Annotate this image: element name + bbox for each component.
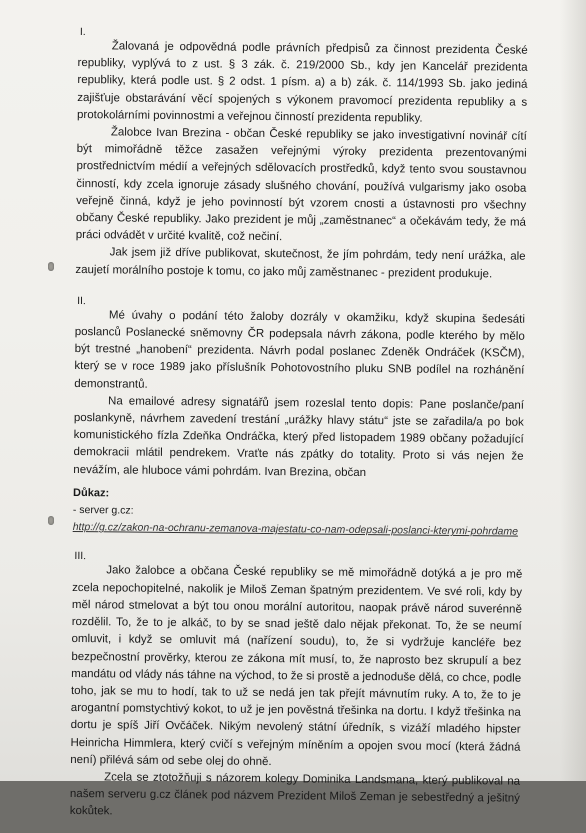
section-number: I. xyxy=(79,26,86,39)
section-number: II. xyxy=(77,294,86,307)
page-shadow xyxy=(560,0,586,781)
evidence-link[interactable]: http://g.cz/zakon-na-ochranu-zemanova-majestatu-co-nam-odepsali-poslanci-kterymi-pohrdame xyxy=(72,521,519,538)
paragraph: Žalobce Ivan Brezina - občan České republiky se jako investigativní novinář cítí být mimořádně těžce zasažen veřejnými výroky prezidenta prezentovanými prostřednictvím médií a veřejných sdělovacích prostředků, když tento svou soustavnou činností, kdy zcela ignoruje zásady slušného chování, používá vulgarismy jako osoba veřejně činná, když je jeho povinností být vzorem cnosti a ústavnosti pro všechny občany České republiky. Jako prezident je můj „zaměstnanec“ a očekávám tedy, že má práci odvádět v určité kvalitě, což nečiní. xyxy=(75,126,527,244)
punch-hole xyxy=(48,262,54,271)
evidence-title: Důkaz: xyxy=(73,486,110,500)
paragraph: Jak jsem již dříve publikovat, skutečnost, že jím pohrdám, tedy není urážka, ale zaujetí morálního postoje k tomu, co jako můj zaměstnanec - prezident produkuje. xyxy=(75,246,526,280)
section-number: III. xyxy=(74,550,87,563)
paragraph: Zcela se ztotožňuji s názorem kolegy Dominika Landsmana, který publikoval na našem serveru g.cz článek pod názvem Prezident Miloš Zeman je sebestředný a ješitný kokůtek. xyxy=(69,771,521,818)
paragraph: Mé úvahy o podání této žaloby dozrály v okamžiku, když skupina šedesáti poslanců Poslanecké sněmovny ČR podepsala návrh zákona, podle kterého by mělo být trestné „hanobení“ prezidenta. Návrh podal poslanec Zdeněk Ondráček (KSČM), který se v roce 1989 jako příslušník Pohotovostního pluku SNB podílel na rozhánění demonstrantů. xyxy=(74,309,525,391)
paragraph: Žalovaná je odpovědná podle právních předpisů za činnost prezidenta České republiky, vyplývá to z ust. § 3 zák. č. 219/2000 Sb., kdy jen Kancelář prezidenta republiky, která podle ust. § 2 odst. 1 písm. a) a b) zák. č. 114/1993 Sb. jako jediná zajišťuje obstarávání věcí spojených s výkonem pravomocí prezidenta republiky a s protokolárními povinnostmi a veřejnou činností prezidenta republiky. xyxy=(76,40,528,125)
paragraph: Na emailové adresy signatářů jsem rozeslal tento dopis: Pane poslanče/paní poslankyně, návrhem zavedení trestání „urážky hlavy státu“ jste se zařadila/a po bok komunistického fízla Zdeňka Ondráčka, který před listopadem 1989 občany požadující demokracii mlátil pendrekem. Vraťte nás zpátky do totality. Proto si vás nejen že nevážím, ale hluboce vámi pohrdám. Ivan Brezina, občan xyxy=(73,395,525,479)
punch-hole xyxy=(48,516,54,525)
paragraph: Jako žalobce a občana České republiky se mě mimořádně dotýká a je pro mě zcela nepochopitelné, nakolik je Miloš Zeman špatným prezidentem. Ve své roli, kdy by měl národ stmelovat a být tou onou morální autoritou, naopak právě národ suverénně rozdělil. To, že to je alkáč, to by se snad ještě dalo nějak překonat. To, že se neumí omluvit, i když se omluvit má (nařízení soudu), to, že si vydržuje kancléře bez bezpečnostní prověrky, kterou ze zákona mít musí, to, že naprosto bez skrupulí a bez mandátu od vlády nás táhne na východ, to že si prostě a jednoduše dělá, co chce, podle toho, jak se mu to hodí, tak to už se nedá jen tak přejít mávnutím ruky. A to, že to je arogantní pomstychtivý kokot, to už je jen pověstná třešinka na dortu. I když třešinka na dortu je spíš Jiří Ovčáček. Nikým nevolený státní úředník, s vizáží mladého hipster Heinricha Himmlera, který cvičí s veřejným míněním a opojen svou mocí (která žádná není) přilévá sám od sebe olej do ohně. xyxy=(70,564,523,768)
section-2 xyxy=(73,293,526,541)
section-3 xyxy=(70,548,523,825)
section-1 xyxy=(75,24,528,284)
evidence-source: - server g.cz: xyxy=(72,504,134,517)
document-body xyxy=(70,24,528,833)
